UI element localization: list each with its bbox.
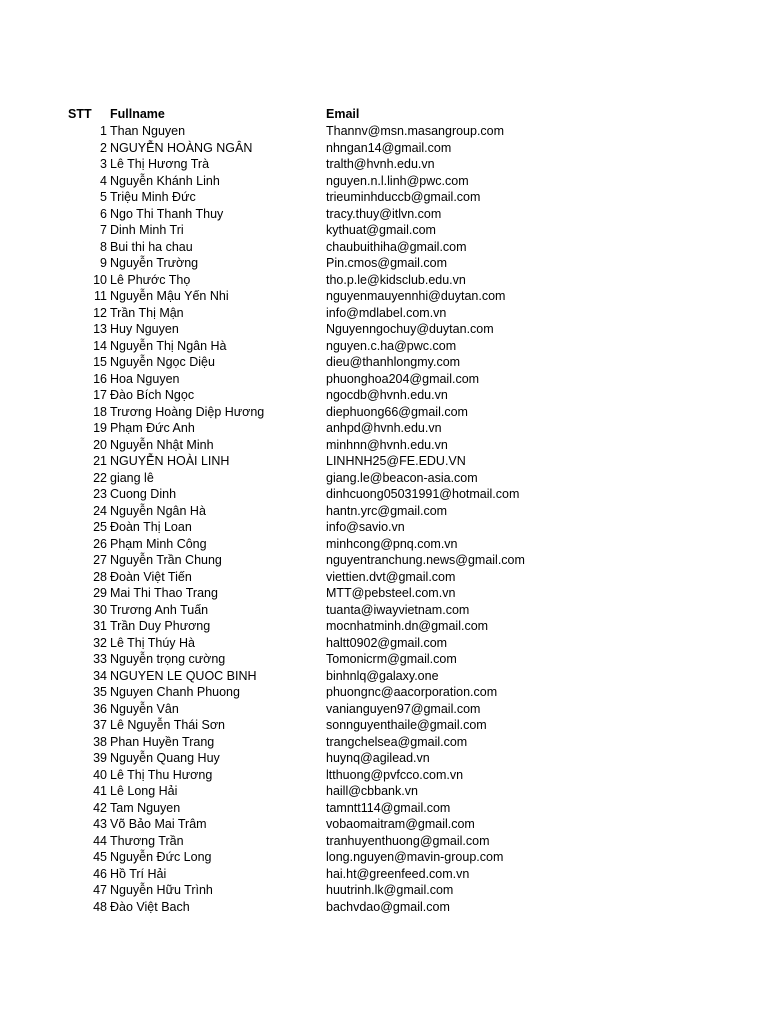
row-fullname: Than Nguyen [110, 124, 186, 138]
table-row [0, 206, 768, 223]
row-email: hantn.yrc@gmail.com [326, 503, 448, 518]
table-row [0, 783, 768, 800]
row-email: anhpd@hvnh.edu.vn [326, 421, 442, 435]
row-fullname: Ngo Thi Thanh Thuy [110, 206, 224, 221]
row-fullname: Đào Bích Ngọc [110, 388, 195, 402]
row-fullname: Lê Thị Thúy Hà [110, 635, 196, 650]
table-row [0, 486, 768, 503]
row-fullname: Nguyễn Quang Huy [110, 751, 220, 765]
row-stt: 2 [100, 140, 107, 155]
table-row [0, 800, 768, 817]
row-email: Pin.cmos@gmail.com [326, 256, 448, 270]
row-fullname: Nguyễn Thị Ngân Hà [110, 338, 227, 353]
table-row [0, 123, 768, 140]
table-row [0, 668, 768, 685]
row-email: tranhuyenthuong@gmail.com [326, 833, 490, 848]
row-fullname: Hoa Nguyen [110, 371, 180, 386]
row-email: diephuong66@gmail.com [326, 404, 468, 419]
table-row [0, 222, 768, 239]
row-fullname: Nguyễn Khánh Linh [110, 173, 220, 188]
row-stt: 7 [100, 223, 107, 237]
row-fullname: Mai Thi Thao Trang [110, 586, 218, 600]
row-email: haltt0902@gmail.com [326, 635, 448, 650]
header-email: Email [326, 107, 360, 121]
row-stt: 12 [93, 305, 107, 320]
table-row [0, 651, 768, 668]
row-stt: 40 [93, 767, 107, 782]
row-stt: 47 [93, 883, 107, 897]
row-fullname: Hồ Trí Hải [110, 866, 167, 881]
table-row [0, 882, 768, 899]
row-email: nguyen.c.ha@pwc.com [326, 338, 457, 353]
table-row [0, 618, 768, 635]
row-stt: 14 [93, 338, 107, 353]
table-row [0, 420, 768, 437]
table-row [0, 453, 768, 470]
row-email: bachvdao@gmail.com [326, 899, 450, 914]
table-row [0, 717, 768, 734]
row-fullname: Nguyen Chanh Phuong [110, 685, 240, 699]
row-email: Thannv@msn.masangroup.com [326, 124, 505, 138]
row-email: MTT@pebsteel.com.vn [326, 586, 456, 600]
row-stt: 18 [93, 404, 107, 419]
table-row [0, 354, 768, 371]
table-row [0, 255, 768, 272]
row-fullname: Nguyễn Trường [110, 256, 199, 270]
header-stt: STT [68, 107, 92, 121]
row-fullname: Phạm Minh Công [110, 536, 207, 551]
row-stt: 42 [93, 800, 107, 815]
row-fullname: Trương Anh Tuấn [110, 602, 209, 617]
row-fullname: Nguyễn trọng cường [110, 652, 226, 666]
row-stt: 17 [93, 388, 107, 402]
row-stt: 37 [93, 718, 107, 732]
table-row [0, 338, 768, 355]
row-stt: 23 [93, 487, 107, 501]
row-stt: 41 [93, 784, 107, 798]
row-email: chaubuithiha@gmail.com [326, 239, 467, 254]
row-email: trieuminhduccb@gmail.com [326, 190, 481, 204]
row-fullname: Lê Phước Thọ [110, 272, 191, 287]
row-email: nguyenmauyennhi@duytan.com [326, 289, 506, 303]
row-fullname: Nguyễn Đức Long [110, 850, 212, 864]
row-fullname: giang lê [110, 470, 154, 485]
row-stt: 31 [93, 619, 107, 633]
row-fullname: Đào Việt Bach [110, 899, 190, 914]
row-email: nhngan14@gmail.com [326, 140, 452, 155]
row-fullname: Lê Long Hải [110, 784, 178, 798]
row-stt: 26 [93, 536, 107, 551]
row-fullname: Phạm Đức Anh [110, 421, 195, 435]
row-stt: 39 [93, 751, 107, 765]
table-row [0, 701, 768, 718]
row-stt: 10 [93, 272, 107, 287]
row-stt: 28 [93, 569, 107, 584]
row-stt: 45 [93, 850, 107, 864]
row-fullname: Trần Duy Phương [110, 619, 211, 633]
row-fullname: Nguyễn Ngân Hà [110, 503, 206, 518]
row-stt: 5 [100, 190, 107, 204]
row-fullname: NGUYỄN HOÀI LINH [110, 454, 230, 468]
row-stt: 46 [93, 866, 107, 881]
row-email: nguyen.n.l.linh@pwc.com [326, 173, 469, 188]
row-stt: 33 [93, 652, 107, 666]
row-email: sonnguyenthaile@gmail.com [326, 718, 487, 732]
table-row [0, 734, 768, 751]
row-fullname: Tam Nguyen [110, 800, 181, 815]
row-stt: 8 [100, 239, 107, 254]
row-email: huutrinh.lk@gmail.com [326, 883, 454, 897]
row-fullname: NGUYỄN HOÀNG NGÂN [110, 140, 253, 155]
table-row [0, 371, 768, 388]
row-email: tracy.thuy@itlvn.com [326, 206, 442, 221]
row-fullname: Nguyễn Mậu Yến Nhi [110, 289, 229, 303]
table-row [0, 519, 768, 536]
row-email: binhnlq@galaxy.one [326, 668, 439, 683]
row-email: vobaomaitram@gmail.com [326, 817, 475, 831]
row-email: minhnn@hvnh.edu.vn [326, 437, 448, 452]
row-email: info@mdlabel.com.vn [326, 305, 447, 320]
table-row [0, 684, 768, 701]
row-fullname: Cuong Dinh [110, 487, 177, 501]
row-fullname: Dinh Minh Tri [110, 223, 184, 237]
row-fullname: Trương Hoàng Diệp Hương [110, 404, 265, 419]
row-fullname: Thương Trần [110, 833, 184, 848]
row-email: haill@cbbank.vn [326, 784, 418, 798]
row-fullname: Nguyễn Ngọc Diệu [110, 355, 215, 369]
row-email: long.nguyen@mavin-group.com [326, 850, 504, 864]
row-stt: 11 [94, 289, 107, 303]
row-email: mocnhatminh.dn@gmail.com [326, 619, 489, 633]
row-fullname: Bui thi ha chau [110, 239, 193, 254]
table-row [0, 321, 768, 338]
row-stt: 30 [93, 602, 107, 617]
row-fullname: Lê Nguyễn Thái Sơn [110, 718, 225, 732]
row-fullname: Huy Nguyen [110, 322, 179, 336]
row-email: tralth@hvnh.edu.vn [326, 157, 435, 171]
table-row [0, 272, 768, 289]
row-fullname: NGUYEN LE QUOC BINH [110, 668, 257, 683]
row-stt: 6 [100, 206, 107, 221]
row-email: ltthuong@pvfcco.com.vn [326, 767, 464, 782]
table-row [0, 866, 768, 883]
row-stt: 44 [93, 833, 107, 848]
table-row [0, 387, 768, 404]
table-row [0, 552, 768, 569]
table-row [0, 288, 768, 305]
row-stt: 19 [93, 421, 107, 435]
row-stt: 24 [93, 503, 107, 518]
row-stt: 4 [100, 173, 107, 188]
row-fullname: Phan Huyền Trang [110, 734, 215, 749]
table-row [0, 470, 768, 487]
row-stt: 15 [93, 355, 107, 369]
table-row [0, 503, 768, 520]
row-email: info@savio.vn [326, 520, 405, 534]
row-stt: 1 [100, 124, 107, 138]
row-stt: 13 [93, 322, 107, 336]
table-row [0, 767, 768, 784]
table-row [0, 404, 768, 421]
row-fullname: Nguyễn Nhật Minh [110, 437, 214, 452]
table-row [0, 849, 768, 866]
row-email: nguyentranchung.news@gmail.com [326, 553, 525, 567]
row-email: Nguyenngochuy@duytan.com [326, 322, 494, 336]
table-row [0, 569, 768, 586]
table-row [0, 899, 768, 916]
table-row [0, 536, 768, 553]
row-fullname: Nguyễn Trần Chung [110, 553, 222, 567]
table-row [0, 140, 768, 157]
row-email: tamntt114@gmail.com [326, 800, 451, 815]
row-email: kythuat@gmail.com [326, 223, 436, 237]
table-header [0, 106, 768, 123]
row-email: viettien.dvt@gmail.com [326, 569, 456, 584]
row-email: minhcong@pnq.com.vn [326, 536, 458, 551]
row-fullname: Triệu Minh Đức [110, 190, 196, 204]
row-email: giang.le@beacon-asia.com [326, 470, 478, 485]
row-email: tho.p.le@kidsclub.edu.vn [326, 272, 466, 287]
table-row [0, 585, 768, 602]
table-row [0, 750, 768, 767]
table-row [0, 437, 768, 454]
row-email: Tomonicrm@gmail.com [326, 652, 457, 666]
row-stt: 25 [93, 520, 107, 534]
row-stt: 22 [93, 470, 107, 485]
table-row [0, 602, 768, 619]
header-fullname: Fullname [110, 107, 165, 121]
table-row [0, 816, 768, 833]
row-fullname: Trần Thị Mận [110, 305, 184, 320]
table-body [0, 123, 768, 915]
row-stt: 36 [93, 701, 107, 716]
row-email: phuongnc@aacorporation.com [326, 685, 498, 699]
row-email: hai.ht@greenfeed.com.vn [326, 866, 470, 881]
row-email: vanianguyen97@gmail.com [326, 701, 481, 716]
row-stt: 21 [93, 454, 107, 468]
row-stt: 27 [93, 553, 107, 567]
row-stt: 32 [93, 635, 107, 650]
row-email: phuonghoa204@gmail.com [326, 371, 480, 386]
row-fullname: Đoàn Việt Tiến [110, 569, 192, 584]
row-fullname: Đoàn Thị Loan [110, 520, 192, 534]
table-row [0, 189, 768, 206]
table-row [0, 635, 768, 652]
row-email: ngocdb@hvnh.edu.vn [326, 388, 448, 402]
row-email: LINHNH25@FE.EDU.VN [326, 454, 466, 468]
row-stt: 20 [93, 437, 107, 452]
row-stt: 35 [93, 685, 107, 699]
row-email: tuanta@iwayvietnam.com [326, 602, 470, 617]
row-fullname: Lê Thị Thu Hương [110, 767, 213, 782]
row-stt: 29 [93, 586, 107, 600]
table-row [0, 173, 768, 190]
row-stt: 9 [100, 256, 107, 270]
row-stt: 48 [93, 899, 107, 914]
row-stt: 34 [93, 668, 107, 683]
table-row [0, 305, 768, 322]
row-fullname: Nguyễn Hữu Trình [110, 883, 213, 897]
row-stt: 16 [93, 371, 107, 386]
table-row [0, 833, 768, 850]
row-fullname: Võ Bảo Mai Trâm [110, 817, 207, 831]
row-email: dieu@thanhlongmy.com [326, 355, 461, 369]
table-row [0, 239, 768, 256]
row-stt: 38 [93, 734, 107, 749]
row-email: huynq@agilead.vn [326, 751, 430, 765]
table-row [0, 156, 768, 173]
row-stt: 3 [100, 157, 107, 171]
row-fullname: Nguyễn Vân [110, 701, 179, 716]
row-email: trangchelsea@gmail.com [326, 734, 468, 749]
row-stt: 43 [93, 817, 107, 831]
row-fullname: Lê Thị Hương Trà [110, 157, 210, 171]
row-email: dinhcuong05031991@hotmail.com [326, 487, 520, 501]
